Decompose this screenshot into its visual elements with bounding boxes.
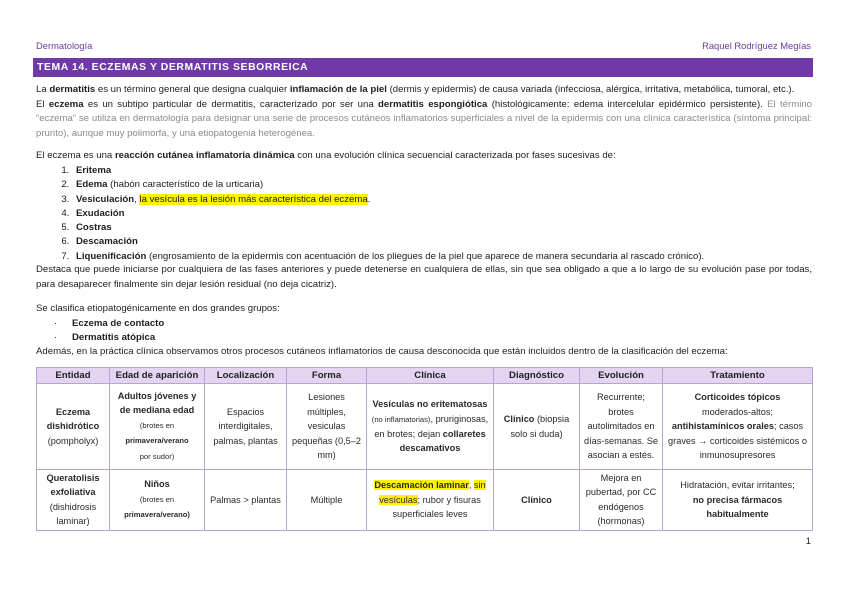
groups-list: [36, 317, 164, 346]
page-number: 1: [805, 535, 811, 546]
column-header: Tratamiento: [663, 368, 813, 384]
cell-entidad: Eczema dishidrótico (pompholyx): [37, 384, 110, 470]
stages-list: [36, 164, 812, 264]
list-item: 1. Eritema: [72, 164, 812, 178]
reaction-paragraph: El eczema es una reacción cutánea inflamatoria dinámica con una evolución clínica secuencial caracterizada por fases sucesivas de:: [36, 150, 616, 161]
cell-evolucion: Recurrente; brotes autolimitados en días-semanas. Se asocian a estés.: [580, 384, 663, 470]
cell-tratamiento: Corticoides tópicos moderados-altos; antihistamínicos orales; casos graves → corticoides sistémicos o inmunosupresores: [663, 384, 813, 470]
cell-tratamiento: Hidratación, evitar irritantes; no precisa fármacos habitualmente: [663, 470, 813, 531]
classify-intro: Se clasifica etiopatogénicamente en dos grandes grupos:: [36, 303, 280, 314]
cell-evolucion: Mejora en pubertad, por CC endógenos (hormonas): [580, 470, 663, 531]
column-header: Localización: [205, 368, 287, 384]
cell-localizacion: Palmas > plantas: [205, 470, 287, 531]
list-item: 4. Exudación: [72, 207, 812, 221]
intro-gray-note: El término “eczema” se utiliza en dermatología para designar una serie de procesos cutáneos inflamatorios superficiales a nivel de la epidermis con una clínica característica (síntoma principal: prurito), aunque muy polimorfa, y una etiopatogenia heterogénea.: [36, 98, 813, 139]
cell-diagnostico: Clínico (biopsia solo si duda): [494, 384, 580, 470]
cell-diagnostico: Clínico: [494, 470, 580, 531]
table-header-row: [37, 368, 813, 384]
header-author: Raquel Rodríguez Megías: [702, 40, 811, 51]
cell-clinica: Descamación laminar, sin vesículas; rubor y fisuras superficiales leves: [367, 470, 494, 531]
cell-edad: Adultos jóvenes y de mediana edad (brotes en primavera/verano por sudor): [110, 384, 205, 470]
eczema-table: [36, 367, 813, 531]
intro-paragraph: La dermatitis es un término general que designa cualquier inflamación de la piel (dermis y epidermis) de causa variada (infecciosa, alérgica, irritativa, metabólica, tumoral, etc.). El eczema es un subtipo particular de dermatitis, caracterizado por ser una dermatitis espongiótica (histológicamente: edema intercelular epidérmico persistente). El término “eczema” se utiliza en dermatología para designar una serie de procesos cutáneos inflamatorios superficiales a nivel de la epidermis con una clínica característica (síntoma principal: prurito), aunque muy polimorfa, y una etiopatogenia heterogénea.: [36, 84, 813, 139]
list-item: 3. Vesiculación, la vesícula es la lesión más característica del eczema.: [72, 193, 812, 207]
list-item: 6. Descamación: [72, 235, 812, 249]
also-paragraph: Además, en la práctica clínica observamos otros procesos cutáneos inflamatorios de causa desconocida que están incluidos dentro de la clasificación del eczema:: [36, 346, 728, 357]
cell-clinica: Vesículas no eritematosas (no inflamatorias), pruriginosas, en brotes; dejan collaretes descamativos: [367, 384, 494, 470]
stages-note: Destaca que puede iniciarse por cualquiera de las fases anteriores y puede detenerse en cualquiera de ellas, sin que sea obligado a que a lo largo de su evolución pase por todas, para desaparecer finalmente sin dejar lesión residual (no deja cicatriz).: [36, 264, 812, 290]
list-item: 7. Liquenificación (engrosamiento de la epidermis con acentuación de los pliegues de la piel que aparece de manera secundaria al rascado crónico).: [72, 250, 812, 264]
list-item: · Eczema de contacto: [36, 317, 164, 331]
table-row: [37, 470, 813, 531]
page-title: TEMA 14. ECZEMAS Y DERMATITIS SEBORREICA: [33, 58, 813, 77]
cell-edad: Niños (brotes en primavera/verano): [110, 470, 205, 531]
header-subject: Dermatología: [36, 40, 93, 51]
list-item: · Dermatitis atópica: [36, 331, 164, 345]
column-header: Clínica: [367, 368, 494, 384]
column-header: Evolución: [580, 368, 663, 384]
column-header: Forma: [287, 368, 367, 384]
list-item: 5. Costras: [72, 221, 812, 235]
table-row: [37, 384, 813, 470]
cell-forma: Múltiple: [287, 470, 367, 531]
column-header: Edad de aparición: [110, 368, 205, 384]
list-item: 2. Edema (habón característico de la urticaria): [72, 178, 812, 192]
highlighted-text: la vesícula es la lesión más característica del eczema: [139, 193, 368, 205]
column-header: Entidad: [37, 368, 110, 384]
cell-entidad: Queratolisis exfoliativa (dishidrosis laminar): [37, 470, 110, 531]
cell-forma: Lesiones múltiples, vesiculas pequeñas (0,5–2 mm): [287, 384, 367, 470]
column-header: Diagnóstico: [494, 368, 580, 384]
cell-localizacion: Espacios interdigitales, palmas, plantas: [205, 384, 287, 470]
highlighted-text: sin vesículas: [379, 480, 486, 505]
